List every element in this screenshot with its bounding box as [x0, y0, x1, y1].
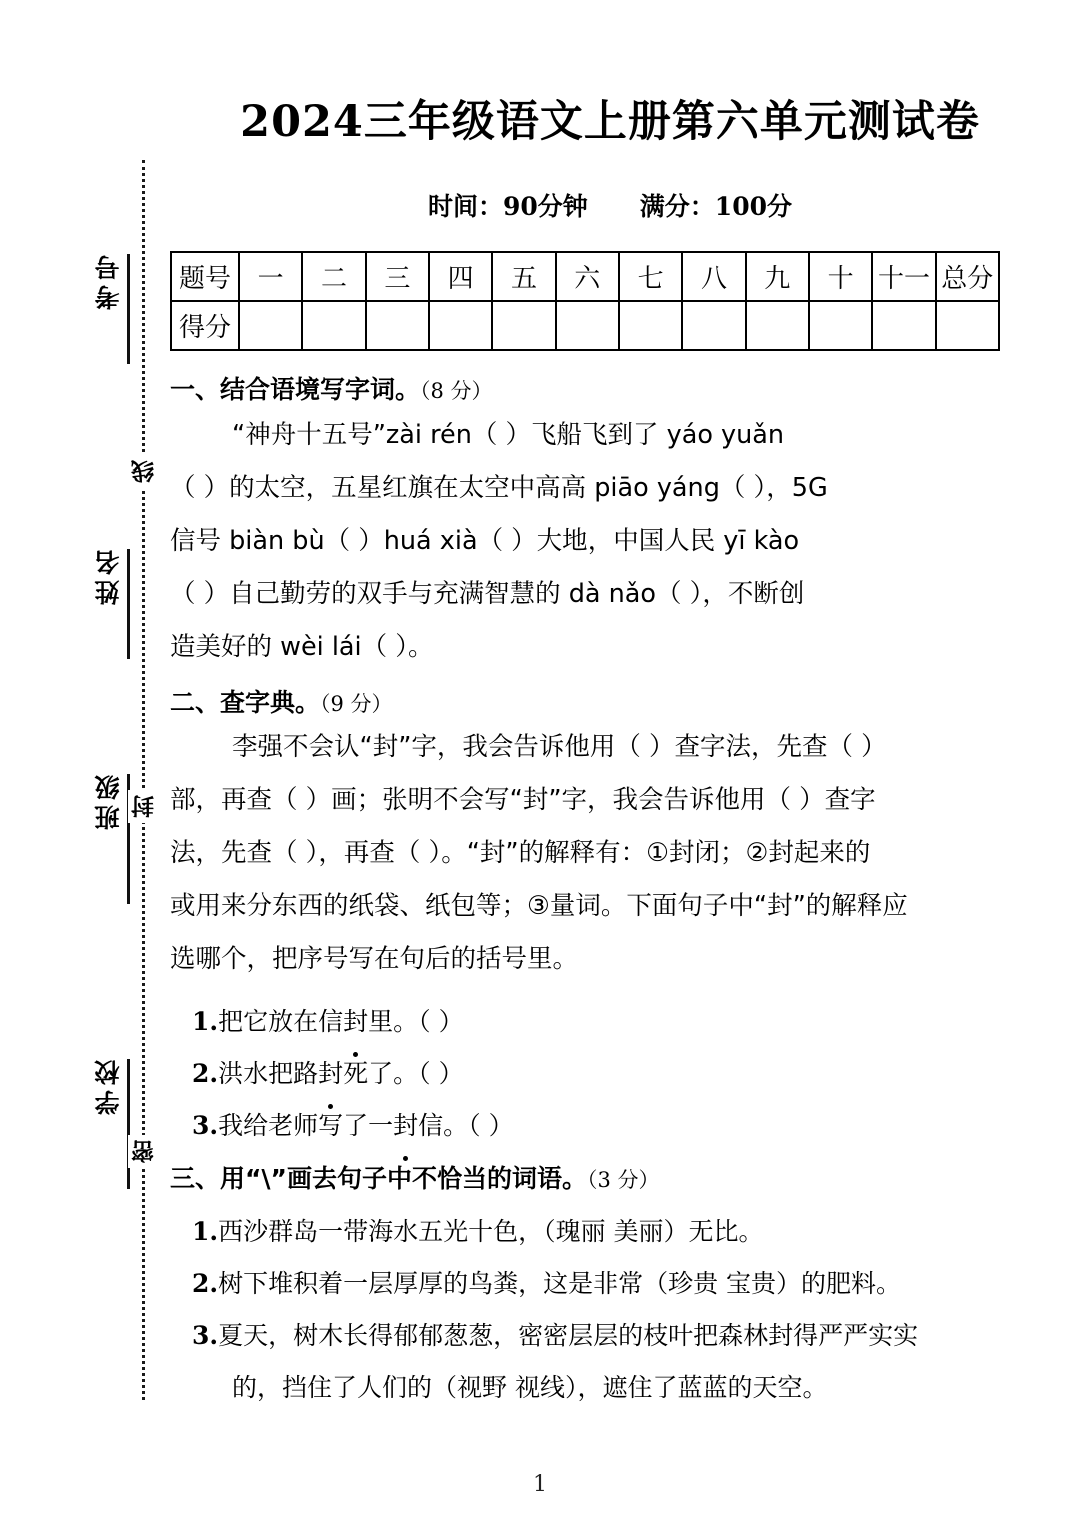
score-table-col-3: 三	[366, 252, 429, 301]
score-table	[170, 251, 1000, 351]
section-one-line-5: 造美好的 wèi lái（ ）。	[170, 631, 434, 662]
score-table-col-total: 总分	[936, 252, 999, 301]
seal-dotted-line	[142, 160, 145, 1400]
section-three-heading	[170, 1160, 1050, 1198]
school-rule	[127, 1059, 130, 1189]
page-title: 2024三年级语文上册第六单元测试卷	[240, 97, 980, 147]
section-two-item-2-after: 死了。（ ）	[343, 1059, 464, 1088]
section-three-item-1-number: 1.	[192, 1216, 219, 1246]
section-three-item-3-text: 夏天，树木长得郁郁葱葱，密密层层的枝叶把森林封得严严实实	[218, 1320, 919, 1350]
exam-sheet	[170, 0, 1050, 1527]
score-cell-7[interactable]	[619, 301, 682, 350]
margin-label-class: 班级	[94, 770, 123, 830]
margin-field-class	[0, 770, 130, 1070]
section-two-item-3-emphasis: 封	[393, 1100, 418, 1152]
section-two-item-1-before: 把它放在信	[218, 1007, 344, 1036]
section-two-item-1-after: 里。（ ）	[368, 1007, 464, 1036]
score-cell-total[interactable]	[936, 301, 999, 350]
section-three-points: （3 分）	[587, 1168, 660, 1192]
score-table-col-1: 一	[239, 252, 302, 301]
section-three-item-3-number: 3.	[192, 1320, 219, 1350]
score-cell-1[interactable]	[239, 301, 302, 350]
section-two-points: （9 分）	[320, 691, 393, 716]
score-cell-5[interactable]	[492, 301, 555, 350]
section-one-title: 一、结合语境写字词。	[170, 375, 421, 404]
section-one-line-3: 信号 biàn bù（ ）huá xià（ ）大地，中国人民 yī kào	[170, 525, 800, 556]
section-three-item-3-continuation-text: 的，挡住了人们的（视野 视线），遮住了蓝蓝的天空。	[232, 1372, 828, 1402]
margin-label-name: 姓名	[94, 545, 123, 605]
margin-field-school	[0, 1055, 130, 1355]
score-table-col-7: 七	[619, 252, 682, 301]
section-three-item-2	[192, 1258, 1050, 1310]
section-two-line-3: 法，先查（ ），再查（ ）。“封”的解释有：①封闭；②封起来的	[170, 838, 871, 868]
section-one-points: （8 分）	[420, 379, 493, 403]
score-table-row-header-question: 题号	[171, 252, 239, 301]
score-table-score-row	[171, 301, 999, 350]
exam-total-label: 满分：100分	[639, 192, 792, 221]
score-cell-11[interactable]	[872, 301, 935, 350]
score-table-col-8: 八	[682, 252, 745, 301]
section-three-item-1	[192, 1206, 1050, 1258]
score-cell-3[interactable]	[366, 301, 429, 350]
seal-char-secret: 密	[128, 1135, 160, 1168]
section-one-heading	[170, 371, 1050, 409]
section-two-item-2-emphasis: 封	[318, 1048, 343, 1100]
section-two-title: 二、查字典。	[170, 687, 321, 717]
page-number: 1	[533, 1472, 547, 1497]
score-table-col-9: 九	[746, 252, 809, 301]
score-cell-4[interactable]	[429, 301, 492, 350]
section-two-item-2	[192, 1048, 1050, 1100]
section-two-item-3-after: 信。（ ）	[418, 1111, 514, 1140]
section-two-line-2: 部，再查（ ）画；张明不会写“封”字，我会告诉他用（ ）查字	[170, 785, 876, 815]
score-table-col-6: 六	[556, 252, 619, 301]
section-two	[170, 684, 1050, 1153]
name-rule	[127, 549, 130, 659]
score-table-col-5: 五	[492, 252, 555, 301]
section-two-line-4: 或用来分东西的纸袋、纸包等；③量词。下面句子中“封”的解释应	[170, 891, 908, 921]
section-two-item-2-number: 2.	[192, 1059, 219, 1088]
section-two-line-5: 选哪个，把序号写在句后的括号里。	[170, 944, 579, 974]
margin-label-school: 学校	[94, 1055, 123, 1115]
exam-number-rule	[127, 254, 130, 364]
score-cell-10[interactable]	[809, 301, 872, 350]
section-one	[170, 371, 1050, 674]
section-three-item-2-number: 2.	[192, 1268, 219, 1298]
section-one-line-2: （ ）的太空，五星红旗在太空中高高 piāo yáng（ ），5G	[170, 472, 828, 503]
margin-strip	[0, 0, 170, 1527]
section-three-title: 三、用“\”画去句子中不恰当的词语。	[170, 1164, 587, 1193]
score-table-row-header-score: 得分	[171, 301, 239, 350]
section-two-item-3-before: 我给老师写了一	[218, 1111, 394, 1140]
section-three-item-2-text: 树下堆积着一层厚厚的鸟粪，这是非常（珍贵 宝贵）的肥料。	[218, 1268, 902, 1298]
score-table-col-4: 四	[429, 252, 492, 301]
score-cell-8[interactable]	[682, 301, 745, 350]
seal-char-seal: 封	[128, 790, 160, 823]
exam-meta	[170, 187, 1050, 223]
score-cell-9[interactable]	[746, 301, 809, 350]
score-table-header-row	[171, 252, 999, 301]
section-two-heading	[170, 684, 1050, 722]
section-two-item-3-number: 3.	[192, 1111, 219, 1140]
section-two-line-1: 李强不会认“封”字，我会告诉他用（ ）查字法，先查（ ）	[232, 732, 887, 762]
section-two-item-1-emphasis: 封	[343, 996, 368, 1048]
exam-time-label: 时间：90分钟	[428, 192, 588, 221]
section-three-item-1-text: 西沙群岛一带海水五光十色，（瑰丽 美丽）无比。	[218, 1216, 764, 1246]
margin-label-exam-number: 考号	[94, 250, 123, 310]
section-three	[170, 1160, 1050, 1414]
score-table-col-10: 十	[809, 252, 872, 301]
score-table-col-11: 十一	[872, 252, 935, 301]
section-two-item-1-number: 1.	[192, 1007, 219, 1036]
section-one-line-1: “神舟十五号”zài rén（ ）飞船飞到了 yáo yuǎn	[232, 419, 785, 450]
section-two-item-1	[192, 996, 1050, 1048]
score-cell-6[interactable]	[556, 301, 619, 350]
margin-field-exam-number	[0, 250, 130, 550]
score-table-col-2: 二	[302, 252, 365, 301]
section-two-item-2-before: 洪水把路	[218, 1059, 319, 1088]
section-one-line-4: （ ）自己勤劳的双手与充满智慧的 dà nǎo（ ），不断创	[170, 578, 805, 609]
seal-char-line: 线	[128, 455, 160, 488]
score-cell-2[interactable]	[302, 301, 365, 350]
section-three-item-3	[192, 1310, 1050, 1362]
section-two-item-3	[192, 1100, 1050, 1152]
section-three-item-3-continuation	[232, 1362, 1050, 1414]
